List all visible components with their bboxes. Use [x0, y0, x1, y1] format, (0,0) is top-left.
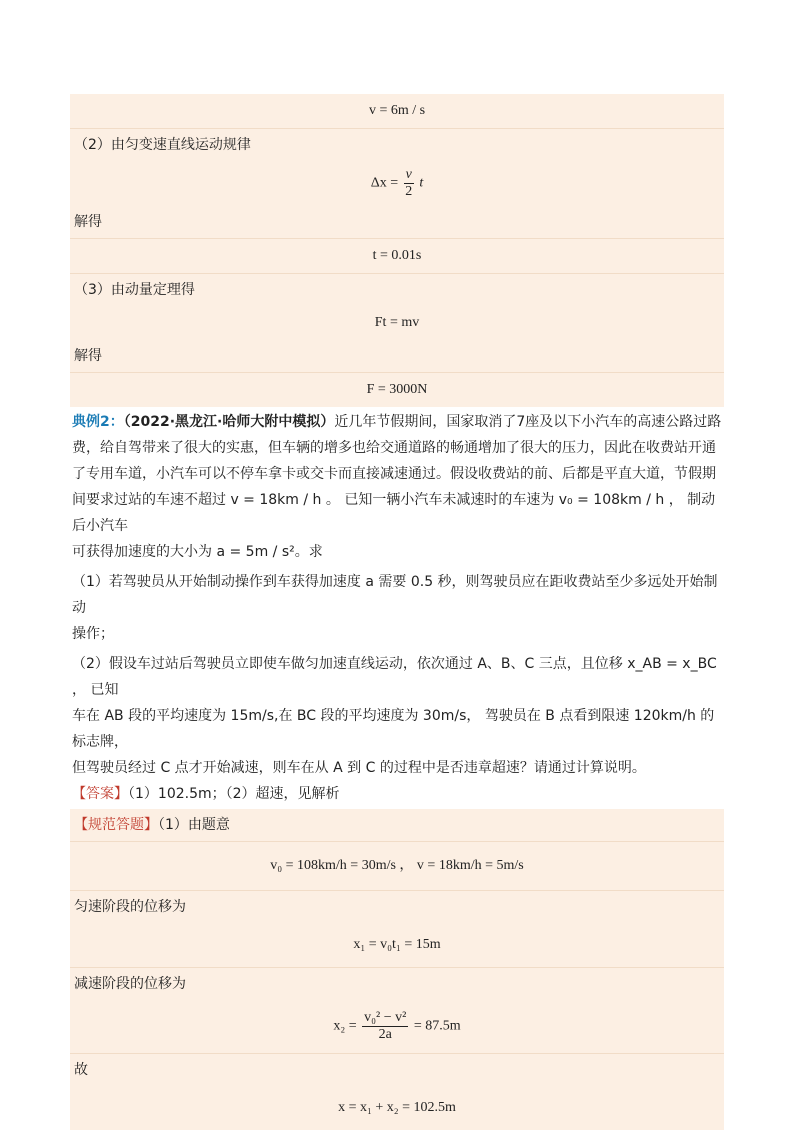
formula-x: x = x₁ + x₂ = 102.5m — [338, 1100, 456, 1115]
example-p2: 费，给自驾带来了很大的实惠，但车辆的增多也给交通道路的畅通增加了很大的压力，因此在收费站开通 — [72, 440, 716, 456]
answer-line — [70, 781, 724, 807]
example-title: 典例2： — [72, 414, 124, 430]
solution-block-2 — [70, 809, 724, 1130]
question-2-line-a: （2）假设车过站后驾驶员立即使车做匀加速直线运动，依次通过 A、B、C 三点，且位移 x_AB = x_BC ， 已知 — [72, 656, 717, 698]
example-p3: 了专用车道，小汽车可以不停车拿卡或交卡而直接减速通过。假设收费站的前、后都是平直大道，节假期 — [72, 466, 716, 482]
question-1-line-b: 操作； — [72, 626, 114, 642]
solution-intro: （1）由题意 — [158, 817, 230, 833]
formula-speeds: v₀ = 108km/h = 30m/s ， v = 18km/h = 5m/s — [70, 841, 724, 890]
example-problem — [70, 409, 724, 807]
formula-dx-left: Δx = — [370, 175, 399, 191]
formula-v: v = 6m / s — [368, 103, 426, 118]
question-2-line-c: 但驾驶员经过 C 点才开始减速，则车在从 A 到 C 的过程中是否违章超速？请通过计算说明。 — [72, 760, 646, 776]
formula-x2 — [70, 1000, 724, 1053]
answer-label: 【答案】 — [72, 786, 128, 802]
formula-x1: x₁ = v₀t₁ = 15m — [353, 937, 441, 952]
step-3-text: （3）由动量定理得 — [70, 273, 724, 306]
answer-text: （1）102.5m；（2）超速，见解析 — [128, 786, 340, 802]
solution-label: 【规范答题】 — [74, 817, 158, 833]
formula-dx-den: 2 — [405, 184, 413, 199]
example-p4: 间要求过站的车速不超过 v = 18km / h 。 已知一辆小汽车未减速时的车速为 v₀ = 108km / h ， 制动后小汽车 — [72, 492, 716, 534]
question-2-line-b: 车在 AB 段的平均速度为 15m/s,在 BC 段的平均速度为 30m/s， 驾驶员在 B 点看到限速 120km/h 的标志牌， — [72, 708, 715, 750]
formula-x2-left: x₂ = — [333, 1018, 357, 1034]
formula-x2-right: = 87.5m — [413, 1018, 461, 1034]
solution-block-1 — [70, 94, 724, 407]
question-1-line-a: （1）若驾驶员从开始制动操作到车获得加速度 a 需要 0.5 秒，则驾驶员应在距收费站至少多远处开始制动 — [72, 574, 718, 616]
document-page — [70, 94, 724, 1130]
formula-t: t = 0.01s — [70, 238, 724, 273]
example-source: （2022·黑龙江·哈师大附中模拟） — [123, 414, 335, 430]
jiede-text-2: 解得 — [74, 348, 102, 364]
formula-x2-num: v₀² − v² — [364, 1010, 407, 1025]
formula-ft: Ft = mv — [374, 315, 420, 330]
formula-dx-fraction — [404, 167, 414, 200]
jiede-text-1: 解得 — [74, 214, 102, 230]
formula-dx — [70, 161, 724, 206]
formula-dx-num: v — [405, 167, 412, 182]
solution-s3: 故 — [70, 1053, 724, 1086]
solution-s2: 减速阶段的位移为 — [70, 967, 724, 1000]
formula-x2-fraction — [362, 1010, 408, 1043]
formula-dx-right: t — [419, 175, 424, 191]
example-line-1 — [70, 409, 724, 435]
formula-F: F = 3000N — [70, 372, 724, 407]
formula-x2-den: 2a — [378, 1027, 392, 1042]
step-2-text: （2）由匀变速直线运动规律 — [70, 128, 724, 161]
solution-s1: 匀速阶段的位移为 — [70, 890, 724, 923]
solution-intro-line — [70, 809, 724, 841]
example-p5: 可获得加速度的大小为 a = 5m / s²。求 — [72, 544, 323, 560]
example-p1: 近几年节假期间，国家取消了7座及以下小汽车的高速公路过路 — [334, 414, 722, 430]
